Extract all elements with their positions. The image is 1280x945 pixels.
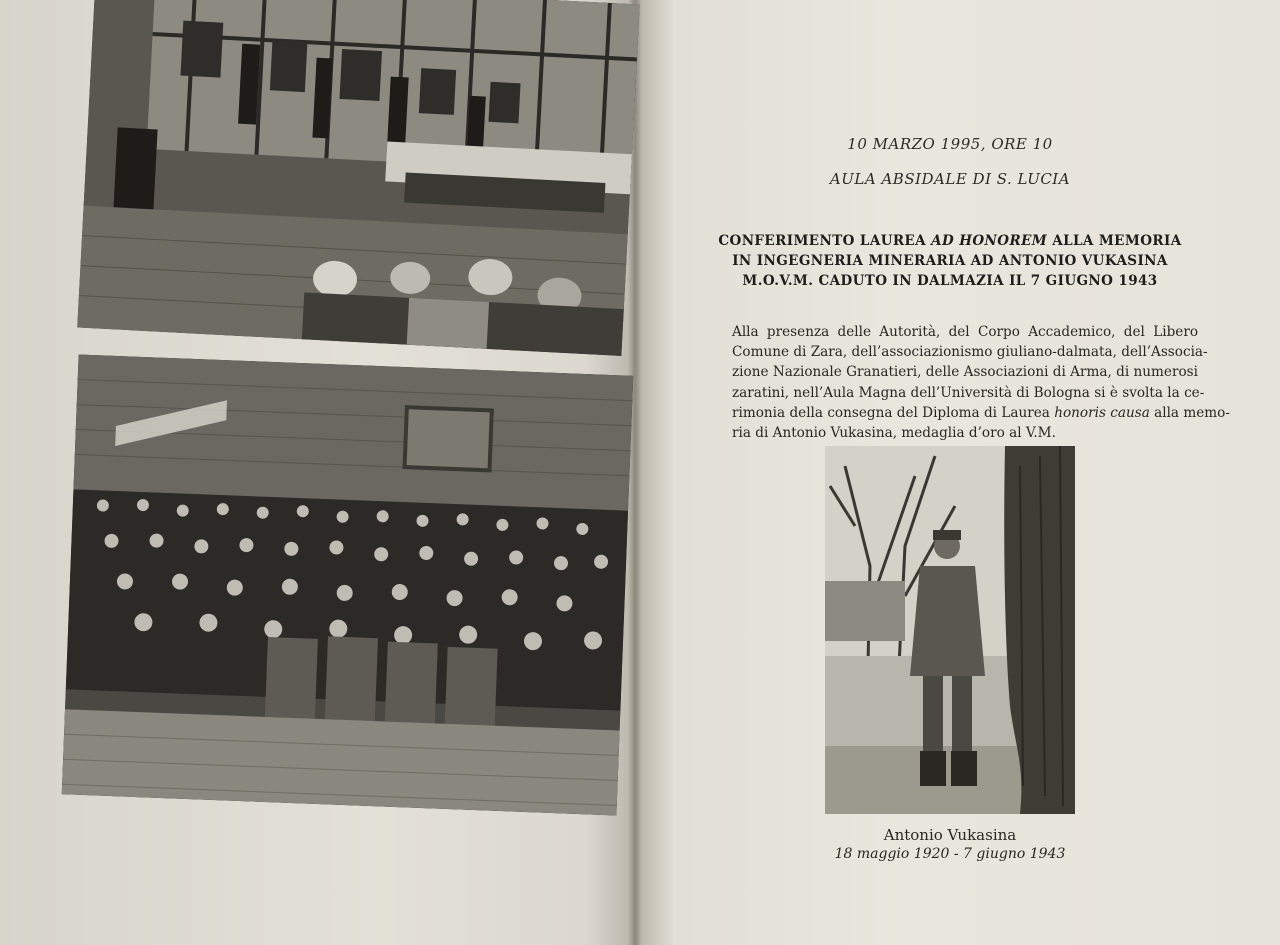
- body-paragraph: [732, 322, 1230, 443]
- heading-line-1: CONFERIMENTO LAUREA AD HONOREM ALLA MEMORIA: [718, 233, 1182, 249]
- paragraph-line: rimonia della consegna del Diploma di Laurea honoris causa alla memo-: [732, 404, 1230, 421]
- paragraph-line: zione Nazionale Granatieri, delle Associazioni di Arma, di numerosi: [732, 364, 1198, 381]
- paragraph-line: zaratini, nell’Aula Magna dell’Università di Bologna si è svolta la ce-: [732, 384, 1205, 401]
- portrait-caption-name: Antonio Vukasina: [883, 826, 1017, 844]
- paragraph-line: ria di Antonio Vukasina, medaglia d’oro al V.M.: [732, 425, 1056, 442]
- heading-line-3: M.O.V.M. CADUTO IN DALMAZIA IL 7 GIUGNO 1943: [742, 273, 1158, 289]
- heading-line-2: IN INGEGNERIA MINERARIA AD ANTONIO VUKASINA: [732, 253, 1168, 269]
- audience-photo: [62, 355, 633, 816]
- ceremony-stage-photo: [77, 0, 640, 356]
- paragraph-line: Comune di Zara, dell’associazionismo giuliano-dalmata, dell’Associa-: [732, 344, 1208, 361]
- portrait-photo: [825, 446, 1075, 814]
- portrait-caption-dates: 18 maggio 1920 - 7 giugno 1943: [834, 846, 1066, 862]
- event-venue: AULA ABSIDALE DI S. LUCIA: [829, 170, 1071, 188]
- event-date: 10 MARZO 1995, ORE 10: [847, 135, 1053, 153]
- ceremony-heading: [690, 231, 1210, 291]
- paragraph-line: Alla presenza delle Autorità, del Corpo Accademico, del Libero: [732, 324, 1198, 340]
